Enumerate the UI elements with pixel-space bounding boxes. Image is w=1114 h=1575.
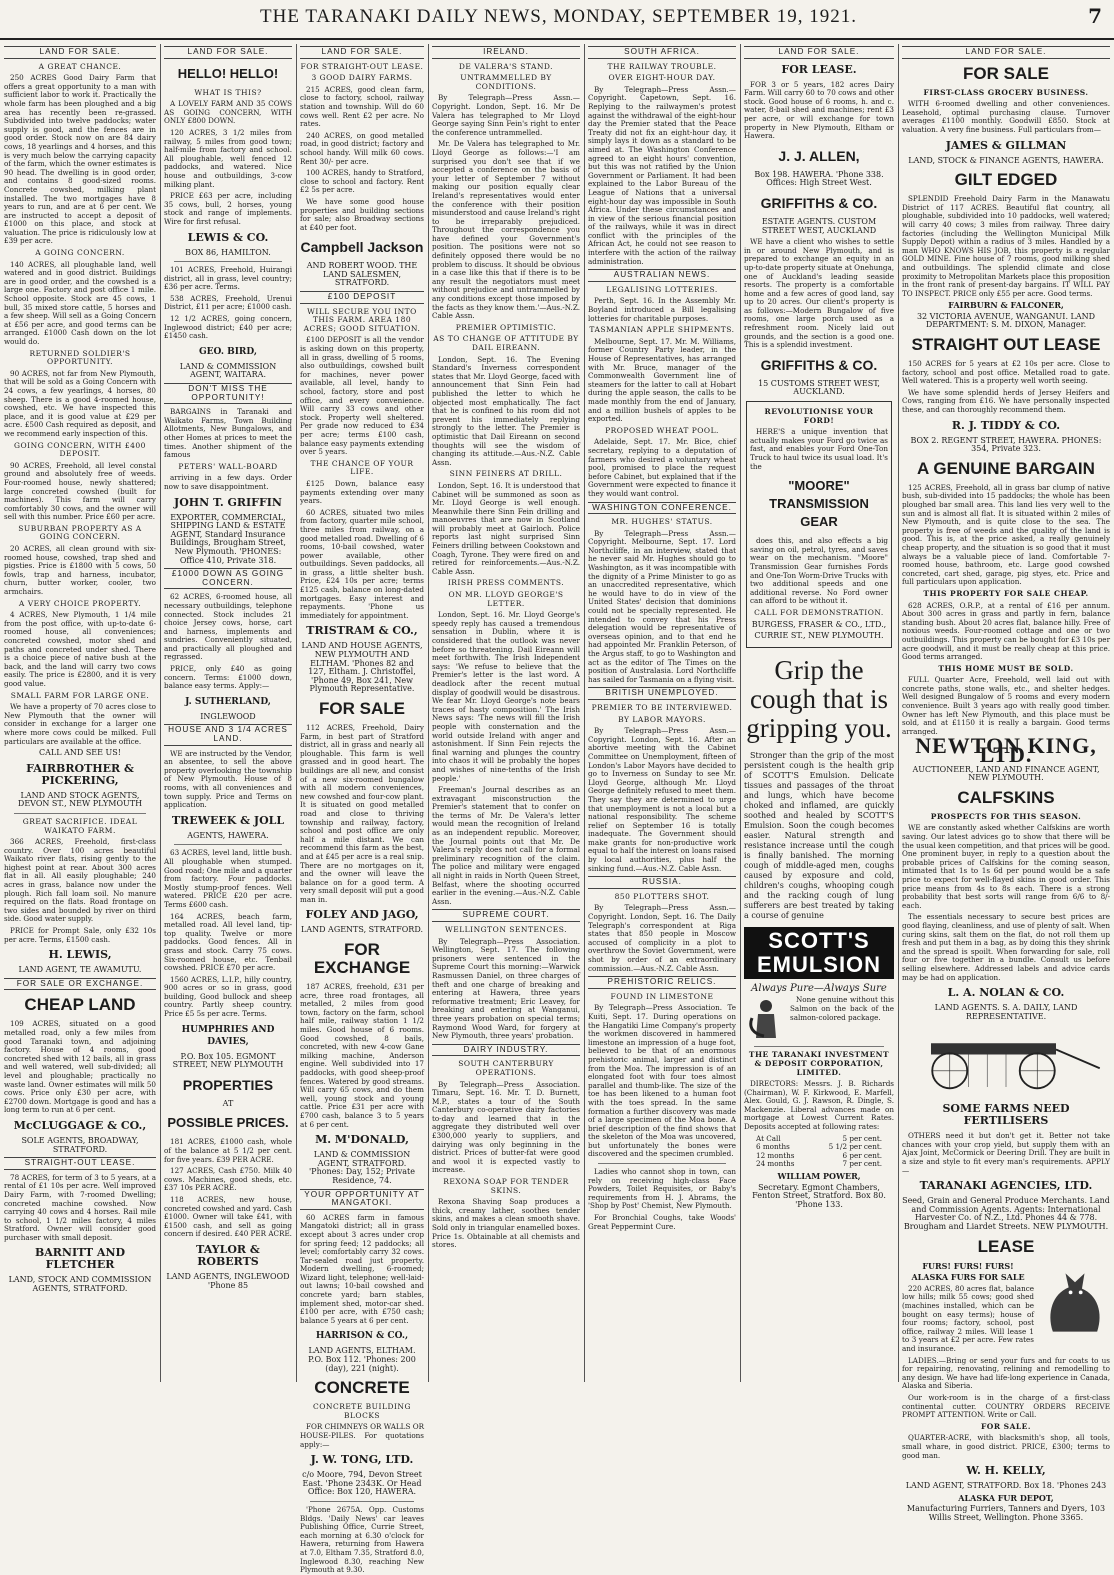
ad-heading: FOR STRAIGHT-OUT LEASE. [300,61,424,71]
news-text: Perth, Sept. 16. In the Assembly Mr. Boyland introduced a Bill legalising lotteries for charitable purposes. [588,296,736,323]
news-heading: PREMIER OPTIMISTIC. [455,322,557,332]
divider [310,1501,414,1502]
agent-name: R. J. TIDDY & CO. [951,418,1061,432]
ad-heading: THE CHANCE OF YOUR LIFE. [310,458,414,477]
column-1 [4,44,156,1382]
news-text: By Telegraph—Press Assn.—Copyright. Melbourne, Sept. 17. Lord Northcliffe, in an interview, stated that he never said Mr. Hughes should go to Washington, as it was incompatible with the dignity of a Prime Minister to go as an unaccredited representative, which he would have to do in view of the United States' decision that dominions could not be specially represented. He intended to convey that his Press delegation would be representative of overseas opinion, and to that end he had appointed Mr. Franklin Peterson, of the Argus staff, to go to Washington and act as the editor of The Times on the position of Australasia. Lord Northcliffe has sailed for Tasmania on a flying visit. [588,528,736,684]
news-heading: 850 PLOTTERS SHOT. [614,891,710,901]
page-number: 7 [1088,4,1102,28]
ad-heading: RETURNED SOLDIER'S OPPORTUNITY. [29,348,131,367]
divider [174,844,282,845]
display-heading: FOR SALE [319,699,405,718]
agent-address: SOLE AGENTS, BROADWAY, STRATFORD. [21,1135,139,1154]
rates-row [756,1160,882,1169]
column-3 [300,44,424,1575]
masthead [0,0,1114,40]
agent-address: AGENTS, HAWERA. [187,830,269,840]
news-text: Ladies who cannot shop in town, can rely on receiving high-class Face Powders, Toilet Requisites, or Baby's requirements from H. J. Abrams, the 'Shop by Post' Chemist, New Plymouth. [588,1167,736,1211]
agent-address: ESTATE AGENTS. CUSTOM STREET WEST, AUCKLAND [761,216,877,235]
ad-text: BARGAINS in Taranaki and Waikato Farms, Town Building Allotments, New Bungalows, and other Homes at prices to meet the times. Another shipment of the famous [164,407,292,460]
agent-name: BURGESS, FRASER & CO., LTD., [751,619,887,629]
ad-text: We have some splendid herds of Jersey Heifers and Cows, ranging from £16. We have personally inspected these, and can thoroughly recommend them. [902,387,1110,415]
ad-text: DIRECTORS: Messrs. J. B. Richards (Chairman), W. F. Kirkwood, E. Marfell, Alex. Gould, G. J. Rawson, R. Dingle, S. Mackenzie. Liberal advances made on mortgage at Lowest Current Rates. Deposits accepted at following rates: [744,1079,894,1132]
fox-illustration [1040,1262,1110,1338]
section-header: £100 DEPOSIT [300,291,424,304]
ad-heading: A GREAT CHANCE. [38,61,122,71]
agent-name: TREWEEK & JOLL [171,813,285,827]
ad-text: WE are instructed by the Vendor, an absentee, to sell the above property overlooking the township of New Plymouth. House of 8 rooms, with all conveniences and town supply. Price and Terms on application. [164,748,292,810]
agent-address: INGLEWOOD [200,711,256,721]
agent-name: JAMES & GILLMAN [945,138,1067,152]
agent-address: LAND AGENTS, ELTHAM. P.O. Box 112. 'Phones: 200 (day), 221 (night). [308,1346,416,1373]
ad-text: 118 ACRES, new house, concreted cowshed and yard. Cash £1000. Owner will take £41, with £1500 cash, and sell as going concern if desired. £40 PER ACRE. [164,1195,292,1239]
agent-address: LAND & COMMISSION AGENT, WAITARA. [179,361,277,380]
ad-text: 63 ACRES, level land, little bush. All ploughable when stumped. Good road; One mile and a quarter from factory. Four paddocks. Mostly stump-proof fences. Well watered. PRICE £20 per acre. Terms £600 cash. [164,848,292,909]
agent-name: JOHN T. GRIFFIN [174,495,282,509]
ad-text: does this, and also effects a big saving on oil, petrol, tyres, and saves wear on the mechanism. "Moore" Transmission Gear furnishes Fords and One-Ton Worm-Drive Trucks with two additional speeds and one additional reverse. No Ford owner can afford to be without it. [750,536,888,606]
ad-heading: FIRST-CLASS GROCERY BUSINESS. [923,87,1089,97]
ad-heading: THIS PROPERTY FOR SALE CHEAP. [923,588,1089,598]
news-heading: WELLINGTON SENTENCES. [445,925,567,934]
ad-heading: FURS! FURS! FURS! [922,1260,1014,1271]
agent-address: Secretary. Egmont Chambers, Fenton Street, Stratford. Box 80. 'Phone 133. [752,1182,886,1209]
ad-text: 78 ACRES, for term of 3 to 5 years, at a rental of £1 10s per acre. Well improved Dairy Farm, with 7-roomed Dwelling; concreted machine cowshed. Now carrying 40 cows and 4 horses. Rail mile to school, 1 1/2 miles factory, 4 miles Stratford. Owner will consider good purchaser with small deposit. [4,1172,156,1242]
ad-text: PRICE £63 per acre, including 35 cows, bull, 2 horses, young stock and range of implements. Wire for first refusal. [164,191,292,226]
ford-gear-ad [746,401,892,648]
rate-value: 5 1/2 per cent. [828,1142,882,1152]
agent-address: LAND AGENT, TE AWAMUTU. [18,965,142,975]
news-heading: REXONA SOAP FOR TENDER SKINS. [443,1177,569,1195]
agent-address: LAND AND STOCK AGENTS, DEVON ST., NEW PLYMOUTH [17,790,143,809]
section-header: PREHISTORIC RELICS. [588,976,736,989]
ad-heading: A GOING CONCERN. [35,248,125,258]
section-header: LAND FOR SALE. [902,46,1110,59]
agent-address: BOX 2. REGENT STREET, HAWERA. PHONES: 354, Private 323. [910,435,1102,454]
display-heading: GILT EDGED [954,170,1058,190]
rate-term: 6 months [756,1142,790,1152]
section-header: HOUSE AND 3 1/4 ACRES LAND. [164,724,292,745]
ad-text: PRICE, only £40 as going concern. Terms: £1000 down, balance easy terms. Apply:— [164,664,292,691]
news-text: Mr. De Valera has telegraphed to Mr. Lloyd George as follows:—'I am surprised you don't see that if we accepted a conference on the basis of your letter of September 7 without making our position equally clear Ireland's representatives would enter the conference with their position misunderstood and cause Ireland's right to be irreparably prejudiced. Throughout the correspondence you have defined your Government's position. The positions were not so definitely opposed there would be no problem to discuss. It should be obvious in a case like this that if there is to be any result the negotiators must meet without prejudice and untrammelled by any conditions except those imposed by the facts as they know them.'—Aus.-N.Z. Cable Assn. [432,139,580,321]
ad-heading: SMALL FARM FOR LARGE ONE. [10,690,150,700]
agent-address: LAND AGENT, STRATFORD. Box 18. 'Phones 243 [905,1481,1107,1491]
ad-text: 220 ACRES, 80 acres flat, balance low hills; milk 55 cows; good shed (machines installed, which can be bought on easy terms); house of four rooms; factory, school, post office, railway 2 miles. Will lease 1 to 3 years at £2 per acre. Few rates and insurance. [902,1283,1034,1353]
ad-text: 4 ACRES, New Plymouth, 1 1/4 mile from the post office, with up-to-date 6-roomed house, all conveniences; concreted cowshed, motor shed and paths and concreted under shed. There is a choice piece of native bush at the back, and the land will carry two cows easily. The price is £2800, and it is very good value. [4,610,156,688]
news-text: For Bronchial Coughs, take Woods' Great Peppermint Cure. [588,1213,736,1231]
ad-text: WE have a client who wishes to settle in or around New Plymouth, and is prepared to exchange an equity in an up-to-date property situate at Onehunga, one of Auckland's leading seaside resorts. The property is a comfortable home and a few acres of good land, say up to 20 acres. Our client's property is as follows:—Modern Bungalow of five rooms, one large porch used as a refreshment room. Nicely laid out grounds, and the section is a good one. This is a splendid investment. [744,237,895,350]
ad-text: We have a property of 70 acres close to New Plymouth that the owner will consider in exchange for a larger one where more cows could be milked. Full particulars are available at the office. [4,702,156,746]
news-heading: SOUTH CANTERBURY OPERATIONS. [458,1059,554,1077]
agent-name: GRIFFITHS & CO. [760,356,878,373]
section-header: £1000 DOWN AS GOING CONCERN. [164,568,292,589]
display-heading: A GENUINE BARGAIN [917,458,1095,478]
column-rule [898,44,899,1382]
rate-term: At Call [756,1133,781,1143]
agent-address: LAND AGENTS, INGLEWOOD 'Phone 85 [166,1271,290,1290]
ad-text: HERE'S a unique invention that actually makes your Ford go twice as fast, and enables your Ford One-Ton Truck to haul twice its usual load. It's the [750,427,888,471]
agent-name: GEO. BIRD, [198,346,258,357]
ad-heading: CALL FOR DEMONSTRATION. [754,607,884,617]
brand-logo: SCOTT'S EMULSION [744,927,894,979]
ad-text: 112 ACRES, Freehold, Dairy Farm, in best part of Stratford district, all in grass and nearly all ploughable. This farm is well grassed and in good heart. The buildings are all new, and consist of a new six-roomed bungalow with all modern conveniences, new cowshed and four-cow plant. It is situated on good metalled road and close to thriving township and railway, factory, school and post office are only half a mile distant. We can recommend this farm as the best, and at £45 per acre is a real snip. There are no mortgages on it, and the owner will leave the balance on for a good term. A very small deposit will put a good man in. [300,723,424,904]
agent-address: 32 VICTORIA AVENUE, WANGANUI. LAND DEPARTMENT: S. M. DIXON, Manager. [916,311,1096,330]
agent-name: LEWIS & CO. [187,230,269,244]
ad-text: £100 DEPOSIT is all the vendor is asking down on this property, all in grass, dwelling of 5 rooms, also outbuildings, cowshed built for machines, never power available, all level, handy to school, factory, store and post office, and every convenience. Will carry 33 cows and other stock. Property well sheltered. Per grade now reduced to £34 per acre; terms £100 cash, balance easy payments extending over 5 years. [300,335,424,457]
agent-name: GRIFFITHS & CO. [760,194,878,211]
news-text: London, Sept. 16. It is understood that Cabinet will be summoned as soon as Mr. Lloyd George is well enough. Meanwhile there Sinn Fein drilling and manoeuvres that are now in Scotland will probably meet at Gairloch. Police reports last night surprised Sinn Feiners drilling between Cookstown and Coagh, Tyrone. They were fired on and retired for reinforcements.—Aus.-N.Z. Cable Assn. [432,480,580,576]
ad-text: 20 ACRES, all clean ground with six-roomed house, cowshed, trap shed and pigsties. Price is £1800 with 5 cows, 50 fowls, trap and harness, incubator, churn, butter worker, cooler, two armchairs. [4,544,156,597]
seed-drill-illustration [906,1027,1106,1097]
ad-text: 12 1/2 ACRES, going concern, Inglewood district; £40 per acre; £1450 cash. [164,314,292,341]
section-header: SOUTH AFRICA. [588,46,736,59]
agent-address: LAND, STOCK & FINANCE AGENTS, HAWERA. [908,155,1104,165]
divider [174,261,282,262]
agent-name: THE TARANAKI INVESTMENT & DEPOSIT CORPORATION, LIMITED. [748,1050,890,1077]
ad-heading: PROSPECTS FOR THIS SEASON. [930,811,1082,821]
agent-address: LAND, STOCK AND COMMISSION AGENTS, STRATFORD. [8,1275,152,1294]
display-heading: "MOORE" TRANSMISSION GEAR [769,478,869,530]
agent-address: LAND AGENTS, STRATFORD. [301,925,423,935]
ad-text: 538 ACRES, Freehold, Urenui District, £11 per acre; £1000 cash. [164,293,292,312]
ad-text: Our work-room is in the charge of a first-class continental cutter. COUNTRY ORDERS RECEIVE PROMPT ATTENTION. Write or Call. [902,1392,1110,1420]
ad-heading: CONCRETE BUILDING BLOCKS [313,1402,411,1420]
section-header: SUPREME COURT. [432,909,580,922]
ad-heading: THIS HOME MUST BE SOLD. [938,663,1074,673]
agent-name: J. SUTHERLAND, [185,696,271,707]
agent-address: AUCTIONEER, LAND AND FINANCE AGENT, NEW PLYMOUTH. [912,764,1100,783]
agent-address: LAND AGENTS. S. A. DAILY, LAND REPRESENTATIVE. [934,1003,1078,1021]
section-header: LAND FOR SALE. [300,46,424,59]
ad-text: The essentials necessary to secure best prices are good flaying, cleanliness, and use of plenty of salt. When curing skins, salt them on the flat, do not roll them up fresh and put them in a bag, as by doing this they shrink and the spread is spoilt. When forwarding for sale, roll four or five together in a bundle. Consult us before selling elsewhere. Addressed labels and advice cards may be had on application. [902,912,1110,982]
section-header: LAND FOR SALE. [4,46,156,59]
column-rule [296,44,297,1382]
agent-address: LAND AND HOUSE AGENTS, NEW PLYMOUTH AND ELTHAM. 'Phones 82 and 127, Eltham. J. Christoffel, 'Phone 49, Box 241, New Plymouth Representative. [301,641,423,694]
news-heading: LEGALISING LOTTERIES. [606,284,718,294]
agent-name: TARANAKI AGENCIES, LTD. [919,1179,1093,1193]
call-line: CALL AND SEE US! [39,748,121,758]
column-4 [432,44,580,1382]
news-subheading: AS TO CHANGE OF ATTITUDE BY DAIL EIREANN. [433,334,579,352]
news-text: By Telegraph—Press Assn.—Copyright. London, Sept. 16. The Daily Telegraph's correspondent at Riga states that 850 people in Moscow accused of complicity in a plot to overthrow the Soviet Government, were shot by order of an extraordinary commission.—Aus.-N.Z. Cable Assn. [588,903,736,973]
ad-text: 100 ACRES, handy to Stratford, close to school and factory. Rent £2 5s per acre. [300,168,424,195]
news-subheading: ON MR. LLOYD GEORGE'S LETTER. [448,590,564,608]
news-text: By Telegraph—Press Association. Wellington, Sept. 17. The following prisoners were sentenced in the Supreme Court this morning:—Warwick Rasmussen Daniel, on three charges of theft and one charge of breaking and entering at Hawera, three years reformative treatment; Eric Leavey, for breaking and entering at Wanganui, three years probation on special terms; Raymond Wood Ward, for forgery at New Plymouth, three years' probation. [432,936,580,1041]
ad-text: LADIES.—Bring or send your furs and fur coats to us for repairing, renovating, relining and remodelling to any design. We have had life-long experience in Canada, Alaska and Siberia. [902,1355,1110,1391]
display-heading: POSSIBLE PRICES. [167,1115,289,1131]
column-rule [160,44,161,1382]
fisherman-icon [746,998,786,1044]
divider [754,1046,884,1047]
agent-name: W. H. KELLY, [966,1464,1046,1478]
agent-address: 15 CUSTOMS STREET WEST, AUCKLAND. [758,378,880,397]
ad-text: 60 ACRES farm in famous Mangatoki district; all in grass except about 3 acres under crop for spring feed; 12 paddocks; all level; comfortably carry 32 cows. Tar-sealed road just property. Modern dwelling, 6-roomed; Wizard light, telephone; well-laid-out lawns; 10-bail cowshed and concrete yard; barn stables, implement shed, motor-car shed. £100 per acre, with £750 cash; balance 5 years at 6 per cent. [300,1212,424,1325]
ad-heading: FOR SALE. [980,1421,1032,1431]
ad-heading: GOING CONCERN, WITH £400 DEPOSIT. [14,440,146,459]
news-text: London, Sept. 16. The Evening Standard's Inverness correspondent states that Mr. Lloyd George, faced with announcement that Sinn Fein had published the letter to which he objected most emphatically. The fact that he is confined to his room did not prevent his immediately replying strongly to the letter. The Premier is optimistic that Dail Eireann on second thoughts will see the wisdom of changing its attitude.—Aus.-N.Z. Cable Assn. [432,354,580,467]
display-heading: HELLO! HELLO! [177,65,279,81]
agent-name: ALASKA FUR DEPOT, [958,1492,1054,1503]
news-text: Melbourne, Sept. 17. Mr. M. Williams, former Country Party leader, in the House of Representatives, has arranged with Mr. Bruce, manager of the Commonwealth Government line of steamers for the latter to call at Hobart during the apple season, the calls to be made monthly from the end of January, and a million bushels of apples to be exported. [588,336,736,424]
ad-text: Stronger than the grip of the most persistent cough is the health grip of SCOTT'S Emulsion. Delicate tissues and passages of the throat and lungs, which have become choked and inflamed, are quickly soothed and healed by SCOTT'S Emulsion. Soon the cough becomes easier. Natural strength and resistance increase until the cough is finally banished. The morning cough of middle-aged men, coughs caused by exposure and cold, children's coughs, whooping cough and the racking cough of lung sufferers are best treated by taking a course of genuine [744,750,894,920]
news-heading: DE VALERA'S STAND. [458,61,554,71]
ad-heading: GREAT SACRIFICE. IDEAL WAIKATO FARM. [22,816,138,835]
rate-term: 12 months [756,1150,795,1160]
rates-table [756,1135,882,1169]
agent-address: AND ROBERT WOOD. THE LAND SALESMEN, STRATFORD. [306,261,418,288]
ad-text: 109 ACRES, situated on a good metalled road, only a few miles from good Taranaki town, and adjoining factory. House of 4 rooms, good concreted shed with 12 bails, all in grass and well watered, well sub-divided; all level and ploughable; practically no waste land. Owner estimates will milk 50 cows. Price only £30 per acre, with £2700 down. Mortgage is good and has a long term to run at 6 per cent. [4,1019,156,1115]
agent-name: FAIRBURN & FALCONER, [948,300,1064,311]
agent-name: M. M'DONALD, [315,1133,409,1147]
rate-term: 24 months [756,1159,795,1169]
ad-text: 140 ACRES, all ploughable land, well watered and in good district. Buildings are in good order, and the cowshed is a large one. Factory and post office 1 mile. School opposite. Stock are 45 cows, 1 bull, 35 mixed store cattle, 5 horses and a few sheep. Will sell as a Going Concern at £56 per acre, and good terms can be arranged. £1000 Cash down on the lot would do. [4,259,156,346]
ad-text: 90 ACRES, not far from New Plymouth, that will be sold as a Going Concern with 24 cows, a few yearlings, 4 horses, 80 sheep. There is a good 4-roomed house, cowshed, etc. We have inspected this place, and it is good value at £29 per acre. £500 Cash required as deposit, and we recommend early inspection of this. [4,368,156,438]
section-header: DON'T MISS THE OPPORTUNITY! [164,383,292,404]
agent-name: NEWTON KING, LTD. [915,733,1097,768]
news-heading: MR. HUGHES' STATUS. [611,517,713,527]
display-heading: Grip the cough that is gripping you. [746,654,892,743]
display-heading: LEASE [977,1236,1035,1256]
ad-text: QUARTER-ACRE, with blacksmith's shop, all tools, small whare, in good district. PRICE, £300; terms to good man. [902,1433,1110,1460]
ad-heading: ALASKA FURS FOR SALE [911,1272,1025,1283]
ad-text: FULL Quarter Acre, Freehold, well laid out with concrete paths, stone walls, etc., and shelter hedges. Well designed Bungalow of 5 rooms and every modern convenience. Built 3 years ago with really good timber. Owner has left New Plymouth, and this place must be sold, and at £1150 it is really a bargain. Good terms arranged. [902,675,1110,736]
ad-heading: A VERY CHOICE PROPERTY. [18,598,142,608]
column-6 [744,44,894,1382]
news-heading: SINN FEINERS AT DRILL. [449,469,563,479]
ad-subheading: 3 GOOD DAIRY FARMS. [311,73,413,83]
news-text: By Telegraph—Press Association. Timaru, Sept. 16. Mr. T. D. Burnett, M.P., states a tour of the South Canterbury co-operative dairy factories to-day and learned that in the aggregate they distributed well over £300,000 yearly to suppliers, and dairying was only beginning in the district. Prices of butter-fat were good and wool it is expected vastly to increase. [432,1079,580,1175]
news-subheading: UNTRAMMELLED BY CONDITIONS. [460,73,552,91]
news-heading: TASMANIAN APPLE SHIPMENTS. [589,325,735,335]
ad-text: 187 ACRES, freehold, £31 per acre, three road frontages, all metalled, 2 miles from good town, factory on the farm, school half mile, railway station 1 1/2 miles. Good house of 6 rooms. Good cowshed, 8 bails, concreted, with new 4-cow Gane milking machine, Anderson engine. Well subdivided into 17 paddocks, with good sheep-proof fences. Watered by good streams. Will carry 65 cows, and do them well, young stock and young cattle. Price £31 per acre with £700 cash, balance 3 to 5 years at 6 per cent. [300,982,424,1129]
column-rule [740,44,741,1382]
news-heading: FOUND IN LIMESTONE [610,991,714,1001]
ad-text: 215 ACRES, good clean farm, close to factory, school, railway station and township. Will do 60 cows well. Rent £2 per acre. No rates. [300,84,424,129]
section-header: AUSTRALIAN NEWS. [588,269,736,282]
display-heading: FOR EXCHANGE [313,940,411,978]
ad-heading: PETERS' WALL-BOARD [178,461,278,471]
ad-text: 101 ACRES, Freehold, Huirangi district, all in grass, level country; £36 per acre. Terms. [164,265,292,292]
ad-text: 628 ACRES, O.R.P., at a rental of £16 per annum. About 300 acres in grass and partly in fern, balance standing bush. About 20 acres flat, balance hilly. Free of noxious weeds. Four-roomed cottage and one or two outbuildings. This property can be bought for £3 10s per acre goodwill, and it must be really cheap at this price. Good terms arranged. [902,600,1110,662]
agent-address: Manufacturing Furriers, Tanners and Dyers, 103 Willis Street, Wellington. Phone 3365. [906,1504,1106,1522]
ad-text: 62 ACRES, 6-roomed house, all necessary outbuildings, telephone connected. Stock includes 21 choice Jersey cows, horse, cart and harness, implements and sundries. Conveniently situated, and practically all ploughed and regrassed. [164,592,292,662]
ad-text: 125 ACRES, Freehold, all in grass bar clump of native bush, sub-divided into 15 paddocks; the whole has been ploughed bar small area. This land lies very well to the sun and is almost all flat. It is situated within 2 miles of New Plymouth, and is quite close to the sea. The property is free of weeds and the quality of the land is good. This is, at the price asked, a really genuinely cheap property, and the situation is so good that it must always be a valuable piece of land. Comfortable 7-roomed house, bathroom, etc. Large good cowshed concreted, cart shed, garage, pig styes, etc. Price and full particulars upon application. [902,482,1110,587]
news-text: Rexona Shaving Soap produces a thick, creamy lather, soothes tender skins, and makes a clean smooth shave. Sold only in triangular enamelled boxes. Price 1s. Obtainable at all chemists and stores. [432,1197,580,1250]
agent-address: CURRIE ST., NEW PLYMOUTH. [754,631,884,641]
ad-text: PRICE for Prompt Sale, only £32 10s per acre. Terms, £1500 cash. [4,926,156,944]
section-header: IRELAND. [432,46,580,59]
news-heading: PREMIER TO BE INTERVIEWED. [591,702,733,712]
agent-address: BOX 86, HAMILTON. [185,247,271,257]
divider [14,813,146,814]
agent-name: H. LEWIS, [48,948,112,962]
rate-value: 6 per cent. [842,1150,882,1160]
ad-text: 90 ACRES, Freehold, all level constal ground and absolutely free of weeds. Four-roomed house, newly shattered; large concreted cowshed (built for machines). This farm will carry comfortably 30 cows, and the owner will sell with this number. Price £60 per acre. [4,460,156,522]
news-subheading: OVER EIGHT-HOUR DAY. [608,73,716,83]
agent-address: Box 198. HAWERA. 'Phone 338. Offices: High Street West. [754,169,884,188]
ad-text: 164 ACRES, beach farm, metalled road. All level land, tip-top quality. Twelve or more paddocks. Good fences. All in grass and stock. Carry 75 cows. Six-roomed house, etc. Tenbail cowshed. PRICE £70 per acre. [164,911,292,973]
divider [598,1163,726,1164]
news-text: By Telegraph—Press Association. Te Kuiti, Sept. 17. During operations on the Hangatiki Lime Company's property the workmen discovered in hammered limestone an impression of a huge foot, believed to be that of an enormous prehistoric animal, larger and distinct from the Moa. The impression is of an elongated foot with four toes almost parallel and thumb-like. The size of the toe has been likened to a human foot with the toes spread. In the same formation a further discovery was made of a large specimen of the Moa bone. A brief description of the find shows that the skeleton of the Moa was uncovered, but unfortunately the bones were discovered and the specimen crumbled. [588,1003,736,1159]
news-heading: IRISH PRESS COMMENTS. [447,578,565,588]
agent-address: Seed, Grain and General Produce Merchants. Land and Commission Agents. Agents: International Harvester Co. of N.Z., Ltd. Phones 44 & 778. Brougham and Liardet Streets. NEW PLYMOUTH. [902,1196,1110,1232]
ad-text: 127 ACRES, Cash £750. Milk 40 cows. Machines, good sheds, etc. £37 10s PER ACRE. [164,1166,292,1193]
ad-text: 120 ACRES, 3 1/2 miles from railway, 5 miles from good town; half-mile from factory and school. All ploughable, well fenced 12 paddocks, and watered. Nice house and outbuildings, 3-cow milking plant. [164,127,292,189]
agent-address: c/o Moore, 794, Devon Street East. 'Phone 2343K. Or Head Office: Box 120, HAWERA. [302,1470,422,1497]
news-subheading: BY LABOR MAYORS. [618,714,706,724]
slogan: Always Pure—Always Sure [751,982,887,994]
ad-text: 1560 ACRES, L.I.P., hilly country, 900 acres or so in grass, good building, Good bullock and sheep country. Partly sheep country. Price £5 5s per acre. Terms. [164,974,292,1019]
agent-name: TAYLOR & ROBERTS [196,1242,260,1268]
agent-address: EXPORTER, COMMERCIAL, SHIPPING LAND & ESTATE AGENT, Standard Insurance Buildings, Brougham Street, New Plymouth. 'PHONES: Office 410, Private 318. [170,512,286,565]
news-heading: PROPOSED WHEAT POOL. [605,425,719,435]
display-heading: CHEAP LAND [24,995,136,1015]
section-header: YOUR OPPORTUNITY AT MANGATOKI. [300,1189,424,1210]
ad-heading: FOR LEASE. [781,62,857,76]
display-heading: CONCRETE [314,1378,410,1398]
ad-text: 60 ACRES, situated two miles from factory, quarter mile school, three miles from railway, on a good metalled road. Dwelling of 6 rooms, 10-bail cowshed, water power available, other outbuildings. Seven paddocks, all in grass, a little shelter bush. Price, £24 10s per acre; terms £125 cash, balance on long-dated mortgages. Easy interest and repayments. 'Phone us immediately for appointment. [300,507,424,620]
agent-name: L. A. NOLAN & CO. [947,986,1065,1000]
column-7 [902,44,1110,1522]
section-header: BRITISH UNEMPLOYED. [588,687,736,700]
column-rule [584,44,585,1382]
ad-text: 150 ACRES for 5 years at £2 10s per acre. Close to factory, school and post office. Metalled road to gate. Well watered. This is a property well worth seeing. [902,359,1110,386]
agent-address: P.O. Box 105. EGMONT STREET, NEW PLYMOUTH [172,1051,284,1070]
ad-heading: REVOLUTIONISE YOUR FORD! [764,407,874,425]
section-header: STRAIGHT-OUT LEASE. [4,1157,156,1170]
agent-name: TRISTRAM & CO., [306,624,418,638]
ad-text: None genuine without this Salmon on the back of the salmon-colored package. [790,995,894,1022]
ad-text: 181 ACRES, £1000 cash, whole of the balance at 5 1/2 per cent. for five years. £39 PER ACRE. [164,1137,292,1164]
newspaper-title: THE TARANAKI DAILY NEWS, MONDAY, SEPTEMBER 19, 1921. [260,6,857,27]
section-header: FOR SALE OR EXCHANGE. [4,978,156,991]
news-text: Adelaide, Sept. 17. Mr. Bice, chief secretary, replying to a deputation of farmers who desired a voluntary wheat pool, promised to place the request before Cabinet, but explained that if the Government were expected to finance it they would want control. [588,437,736,498]
ad-text: FOR 3 or 5 years, 182 acres Dairy Farm. Will carry 60 to 70 cows and other stock. Good house of 6 rooms, h. and c. water, 8-bail shed and machines; rent £3 per acre, or will exchange for town property in New Plymouth, Eltham or Hawera. [744,79,894,141]
agent-name: WILLIAM POWER, [777,1171,861,1182]
ad-heading: SUBURBAN PROPERTY AS A GOING CONCERN. [18,523,142,542]
news-text: By Telegraph—Press Assn.—Copyright. Capetown, Sept. 16. Replying to the railwaymen's protest against the withdrawal of the eight-hour day the Premier stated that the Peace Treaty did not fix an eight-hour day, it simply lays it down as a standard to be aimed at. The Washington Conference agreed to an eight hours' convention, but this was not ratified by the Union Government or Parliament. It had been explained to the Labor Bureau of the League of Nations that a universal eight-hour day was impossible in South Africa. Under these circumstances and in view of the serious financial position of the railways, while it was in direct conflict with the principles of the African Act, he could not see reason to interfere with the action of the railway administration. [588,84,736,266]
agent-name: FOLEY AND JAGO, [305,908,419,922]
ad-text: 250 ACRES Good Dairy Farm that offers a great opportunity to a man with sufficient labor to work it. Practically the whole farm has been ploughed and a big area has recently been re-grassed. Subdivided into twelve paddocks; water supply is good, and the fences are in good order. Stock now on are 84 dairy cows, 18 yearlings and 4 horses, and this is very much below the carrying capacity of the farm, which the owner estimates is 90 head. The dwelling is in good order, and contains 8 good-sized rooms. Concrete cowshed, milking plant installed. The two mortgages have 8 years to run, and are at 6 per cent. We are instructed to accept a deposit of £1000 on this place, and stock at valuation. The price is ridiculously low at £39 per acre. [4,73,156,246]
ad-text: FOR CHIMNEYS OR WALLS OR HOUSE-PILES. For quotations apply:— [300,1422,424,1449]
agent-name: BARNITT AND FLETCHER [34,1246,126,1272]
ad-text: WE are constantly asked whether Calfskins are worth saving. Our latest advices go to show that there will be the usual keen competition, and that prices will be good. One prominent buyer, in reply to a question about the probable prices of Calfskins for the coming season, intimated that 1s to 1s 6d per pound would be a safe price to expect for well-flayed skins in good order. This price means from 4s to 8s each. There is a strong probability that best sorts will range from 6/6 to 8/- each. [902,823,1110,910]
agent-name: Campbell Jackson [300,239,424,256]
display-heading: FOR SALE [963,63,1049,83]
ad-text: WITH 6-roomed dwelling and other conveniences. Leasehold, optimal purchasing clause. Turnover averages £1100 monthly. Goodwill £850. Stock at valuation. A very fine business. Full particulars from— [902,99,1110,134]
display-heading: SOME FARMS NEED FERTILISERS [942,1102,1070,1128]
column-rule [428,44,429,1382]
news-text: London, Sept. 16. Mr. Lloyd George's speedy reply has caused a tremendous sensation in Dublin, where it is considered that the outlook was never before so threatening. Dail Eireann will meet forthwith. The Irish Independent says: 'We refuse to believe that the Premier's letter is the last word. A deadlock after the recent mutual display of goodwill would be disastrous. We fear Mr. Lloyd George's note bears traces of hasty composition.' The Irish News says: 'The news will fill the Irish people with consternation and the world outside Ireland with anger and astonishment. If Sinn Fein rejects the final warning and plunges the country into chaos it will be probably the hopes and wishes of nine-tenths of the Irish people.' [432,610,580,783]
agent-name: J. W. TONG, LTD. [310,1453,414,1467]
agent-name: McCLUGGAGE & CO., [13,1118,147,1132]
display-heading: CALFSKINS [957,787,1055,807]
display-heading: PROPERTIES [182,1076,274,1093]
column-2 [164,44,292,1382]
section-header: DAIRY INDUSTRY. [432,1044,580,1057]
section-header: LAND FOR SALE. [164,46,292,59]
ad-heading: WHAT IS THIS? [194,87,262,97]
ad-text: A LOVELY FARM AND 35 COWS AS GOING CONCERN, WITH ONLY £800 DOWN. [164,99,292,126]
ad-text: OTHERS need it but don't get it. Better not take chances with your crop yield, but supply them with an Ajax Joint, McCormick or Deering Drill. They are built in a size and style to fit every man's requirements. APPLY— [902,1131,1110,1175]
scotts-emulsion-logo [744,927,894,979]
display-heading: STRAIGHT OUT LEASE [911,335,1101,355]
ad-text: £125 Down, balance easy payments extending over many years. [300,478,424,506]
section-header: LAND FOR SALE. [744,46,894,59]
rate-value: 5 per cent. [842,1133,882,1143]
ad-subheading: WILL SECURE YOU INTO THIS FARM. AREA 180 ACRES; GOOD SITUATION. [303,306,421,333]
section-header: WASHINGTON CONFERENCE. [588,502,736,515]
column-5 [588,44,736,1382]
ad-text: SPLENDID Freehold Dairy Farm in the Manawatu District of 117 ACRES. Beautiful flat country, all ploughable, subdivided into 10 paddocks, well watered; will carry 40 cows; 3 miles from railway. Three dairy factories (including the Wellington Municipal Milk Supply Depot) within a radius of 3 miles. Handled by a man WHO KNOWS HIS JOB, this property is a regular GOLD MINE. Fine house of 7 rooms, good milking shed and outbuildings. The splendid climate and close proximity to Metropolitan Markets place this proposition in the front rank of present-day bargains. IT WILL PAY TO INSPECT. PRICE only £55 per acre. Good terms. [902,194,1110,298]
agent-name: J. J. ALLEN, [778,147,860,164]
agent-name: HUMPHRIES AND DAVIES, [181,1024,275,1047]
news-text: By Telegraph—Press Assn.—Copyright. London, Sept. 16. Mr De Valera has telegraphed to Mr Lloyd George saying Sinn Fein's right to enter the conference untrammelled. [432,93,580,137]
ad-text: 366 ACRES, Freehold, first-class country. Over 100 acres beautiful Waikato river flats, rising gently to the highest point at rear. About 300 acres flat in all. All easily ploughable; 240 acres in grass, balance now under the plough. Rich fall loam soil. No manure required on the flats. Road frontage on two sides and bounded by river on third side. Good water supply. [4,837,156,924]
ad-text: 'Phone 2675A. Opp. Customs Bldgs. 'Daily News' car leaves Publishing Office, Currie Street, each morning at 6.30 o'clock for Hawera, returning from Hawera at 7.0, Eltham 7.35, Stratford 8.0, Inglewood 8.30, reaching New Plymouth at 9.30. [300,1504,424,1575]
ad-text: arriving in a few days. Order now to save disappointment. [164,473,292,491]
agent-name: FAIRBROTHER & PICKERING, [26,761,134,787]
ad-text: 240 ACRES, on good metalled road, in good district; factory and school handy. Will milk 60 cows. Rent 30/- per acre. [300,130,424,166]
news-text: Freeman's Journal describes as an extravagant misconstruction the Premier's statement that to confer on the terms of Mr. De Valera's letter would mean the recognition of Ireland as an independent republic. Moreover, the Journal points out that Mr. De Valera's reply does not call for a formal preliminary recognition of the claim. The police and military were engaged all night in raids in North Queen Street, Belfast, where the shooting occurred earlier in the evening.—Aus.-N.Z. Cable Assn. [432,785,580,906]
rate-value: 7 per cent. [842,1159,882,1169]
display-heading-at: AT [222,1098,234,1108]
news-text: By Telegraph—Press Assn.—Copyright. London, Sept. 16. After an abortive meeting with the Cabinet Committee on Unemployment, fifteen of London's Labor Mayors have decided to go to Inverness on Sunday to see Mr. Lloyd George, although Mr. Lloyd George definitely refused to meet them. They say they are determined to urge that unemployment is not a local but a national responsibility. The scheme relief on September 16 is totally inadequate. The Government should make grants for non-productive work equal to half the interest on loans raised by local authorities, plus half the sinking fund.—Aus.-N.Z. Cable Assn. [588,726,737,873]
agent-address: LAND & COMMISSION AGENT, STRATFORD. 'Phones: Day, 152; Private Residence, 74. [308,1150,416,1185]
ad-text: We have some good house properties and building sections for sale; also Broadway sections at £40 per foot. [300,196,424,232]
news-heading: THE RAILWAY TROUBLE. [607,61,717,71]
section-header: RUSSIA. [588,876,736,889]
agent-name: HARRISON & CO., [315,1331,409,1342]
